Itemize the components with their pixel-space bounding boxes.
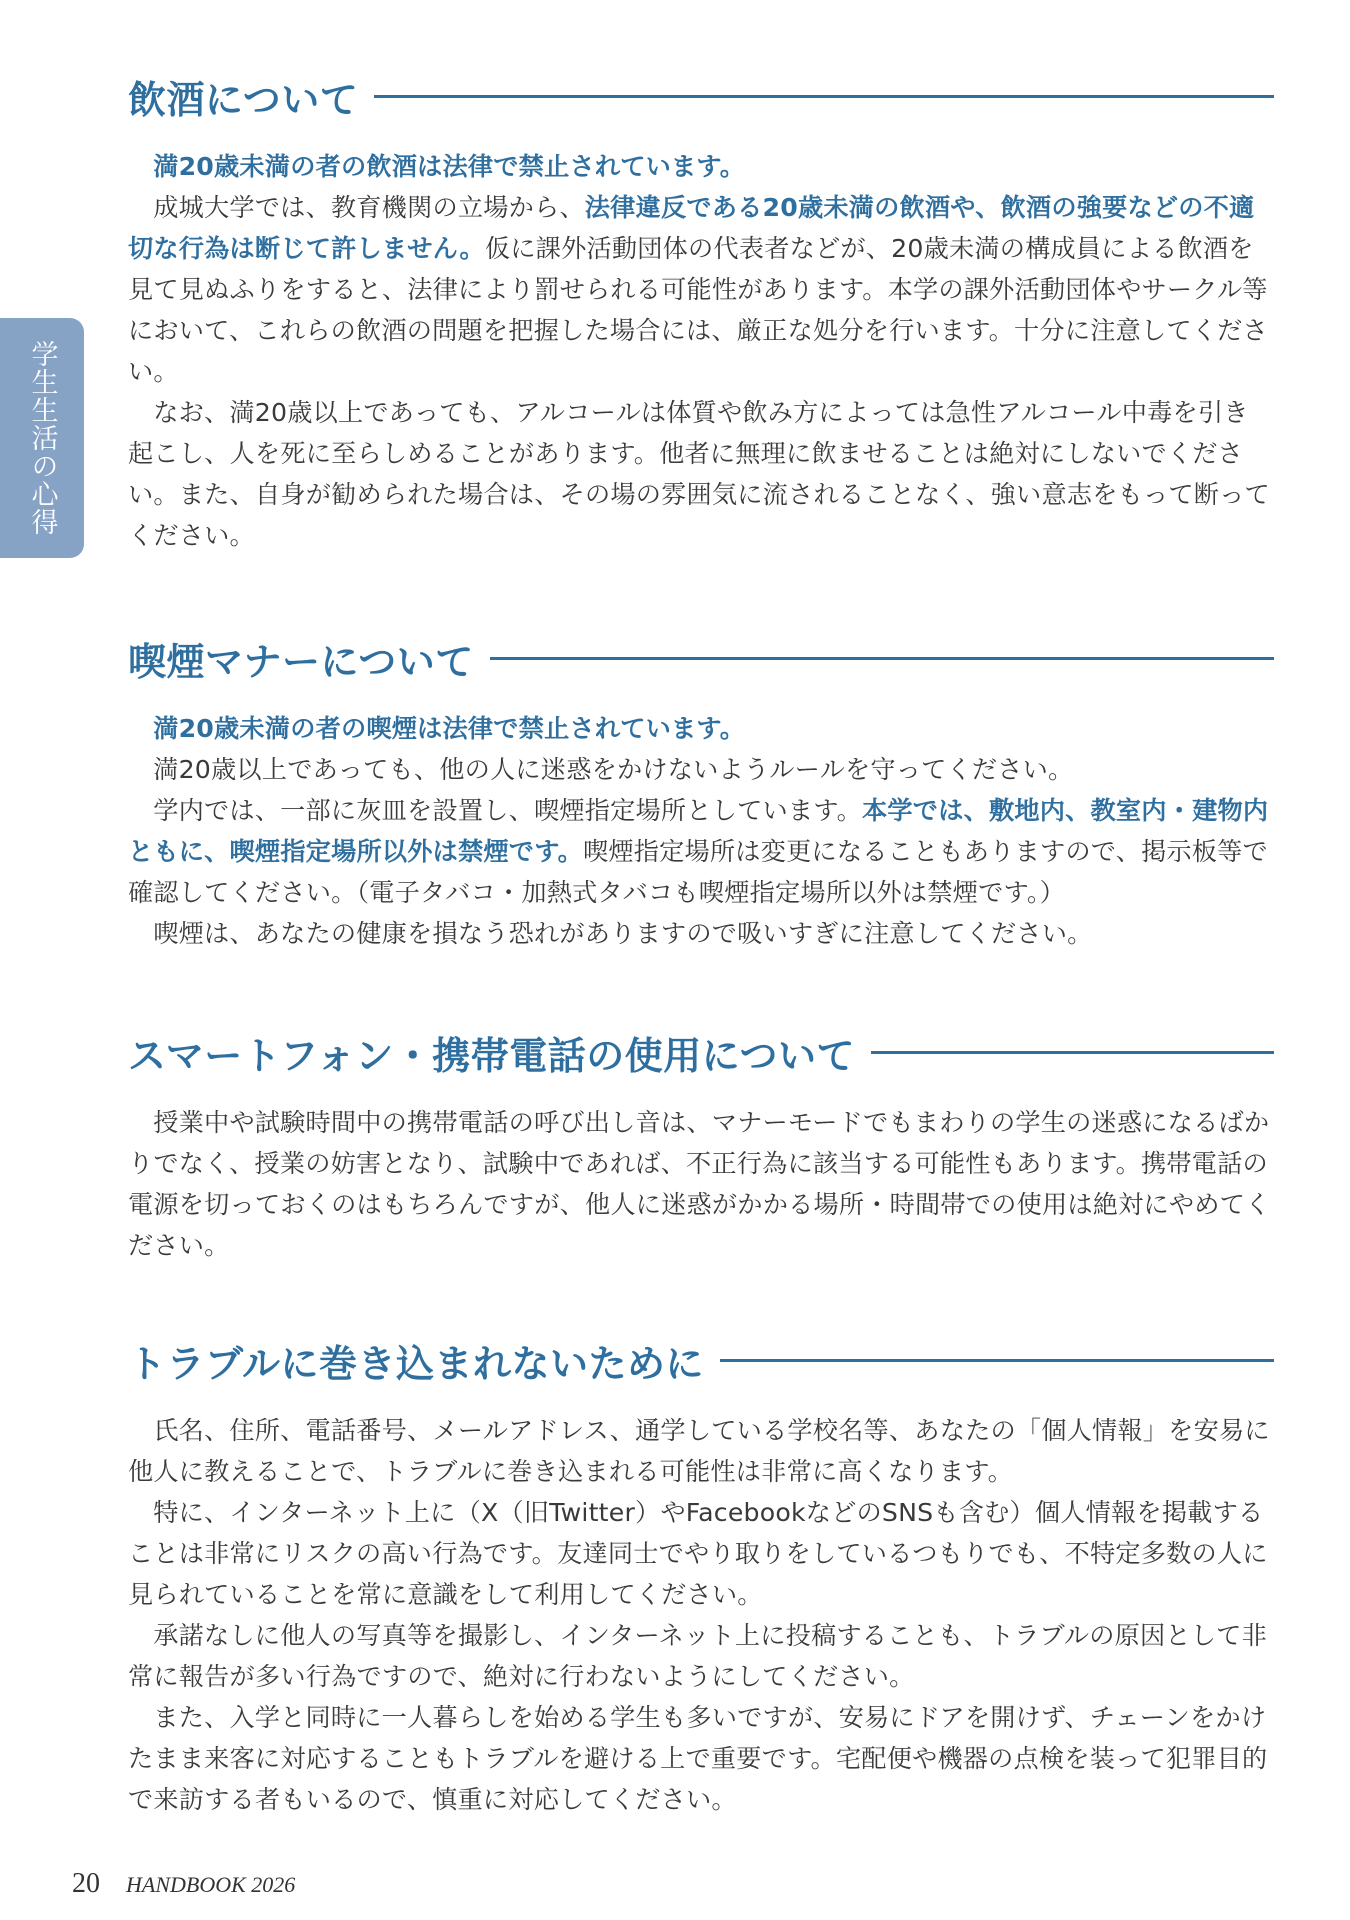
- section-title: 喫煙マナーについて: [128, 639, 474, 684]
- heading-rule: [374, 95, 1274, 98]
- section-body: [128, 1410, 1274, 1820]
- paragraph: 満20歳以上であっても、他の人に迷惑をかけないようルールを守ってください。: [153, 755, 1074, 784]
- paragraph-text: 学内では、一部に灰皿を設置し、喫煙指定場所としています。: [153, 796, 863, 825]
- paragraph-text: 喫煙指定場所は変更になることもありますので、掲示板等で確認してください。（電子タバコ・加熱式タバコも喫煙指定場所以外は禁煙です。）: [128, 837, 1268, 907]
- side-tab: [0, 318, 84, 558]
- paragraph: 氏名、住所、電話番号、メールアドレス、通学している学校名等、あなたの「個人情報」を安易に他人に教えることで、トラブルに巻き込まれる可能性は非常に高くなります。: [128, 1416, 1270, 1486]
- section-smartphone: [128, 1022, 1274, 1266]
- section-heading: [128, 628, 1274, 688]
- section-trouble: [128, 1330, 1274, 1820]
- section-title: トラブルに巻き込まれないために: [128, 1341, 704, 1386]
- section-body: [128, 708, 1274, 954]
- paragraph: 承諾なしに他人の写真等を撮影し、インターネット上に投稿することも、トラブルの原因として非常に報告が多い行為ですので、絶対に行わないようにしてください。: [128, 1621, 1267, 1691]
- lead-statement: 満20歳未満の者の飲酒は法律で禁止されています。: [153, 152, 746, 181]
- paragraph: [128, 187, 1274, 392]
- section-heading: [128, 1330, 1274, 1390]
- heading-rule: [720, 1359, 1274, 1362]
- section-title: スマートフォン・携帯電話の使用について: [128, 1033, 855, 1078]
- section-smoking: [128, 628, 1274, 954]
- paragraph: また、入学と同時に一人暮らしを始める学生も多いですが、安易にドアを開けず、チェーンをかけたまま来客に対応することもトラブルを避ける上で重要です。宅配便や機器の点検を装って犯罪目的で来訪する者もいるので、慎重に対応してください。: [128, 1703, 1268, 1814]
- paragraph: 喫煙は、あなたの健康を損なう恐れがありますので吸いすぎに注意してください。: [153, 919, 1093, 948]
- paragraph: 特に、インターネット上に（X（旧Twitter）やFacebookなどのSNSも含む）個人情報を掲載することは非常にリスクの高い行為です。友達同士でやり取りをしているつもりでも、不特定多数の人に見られていることを常に意識をして利用してください。: [128, 1498, 1268, 1609]
- lead-statement: 満20歳未満の者の喫煙は法律で禁止されています。: [153, 714, 746, 743]
- emphasis-text: 本学では、敷地内、教室内・建物内ともに、喫煙指定場所以外は禁煙です。: [128, 796, 1269, 866]
- paragraph: 授業中や試験時間中の携帯電話の呼び出し音は、マナーモードでもまわりの学生の迷惑になるばかりでなく、授業の妨害となり、試験中であれば、不正行為に該当する可能性もあります。携帯電話の電源を切っておくのはもちろんですが、他人に迷惑がかかる場所・時間帯での使用は絶対にやめてください。: [128, 1108, 1271, 1260]
- section-body: [128, 146, 1274, 556]
- paragraph: なお、満20歳以上であっても、アルコールは体質や飲み方によっては急性アルコール中毒を引き起こし、人を死に至らしめることがあります。他者に無理に飲ませることは絶対にしないでください。また、自身が勧められた場合は、その場の雰囲気に流されることなく、強い意志をもって断ってください。: [128, 398, 1270, 550]
- emphasis-text: 法律違反である20歳未満の飲酒や、飲酒の強要などの不適切な行為は断じて許しません。: [128, 193, 1255, 263]
- paragraph: [128, 790, 1274, 913]
- heading-rule: [871, 1051, 1274, 1054]
- heading-rule: [490, 657, 1274, 660]
- page-number: 20: [72, 1868, 100, 1899]
- section-heading: [128, 1022, 1274, 1082]
- section-drinking: [128, 66, 1274, 556]
- section-heading: [128, 66, 1274, 126]
- side-tab-label: 学生生活の心得: [26, 340, 58, 536]
- paragraph-text: 成城大学では、教育機関の立場から、: [153, 193, 585, 222]
- page-footer: [72, 1868, 295, 1900]
- section-title: 飲酒について: [128, 77, 359, 122]
- section-body: [128, 1102, 1274, 1266]
- paragraph-text: 仮に課外活動団体の代表者などが、20歳未満の構成員による飲酒を見て見ぬふりをすると、法律により罰せられる可能性があります。本学の課外活動団体やサークル等において、これらの飲酒の問題を把握した場合には、厳正な処分を行います。十分に注意してください。: [128, 234, 1268, 386]
- handbook-label: HANDBOOK 2026: [126, 1872, 296, 1897]
